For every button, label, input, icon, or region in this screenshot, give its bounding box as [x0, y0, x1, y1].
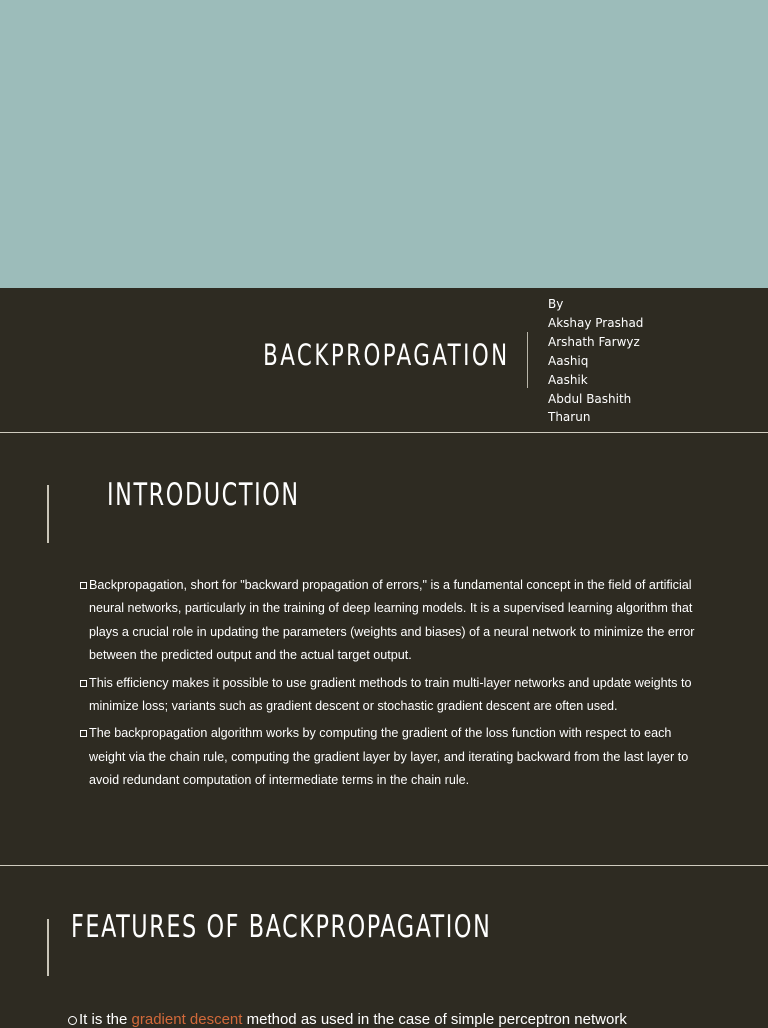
square-bullet-icon: [80, 730, 87, 737]
bullet-text: The backpropagation algorithm works by computing the gradient of the loss function with respect to each weight via the chain rule, computing the gradient layer by layer, and iterating backward from the last layer to avoid redundant computation of intermediate terms in the chain rule.: [89, 726, 689, 788]
circle-bullet-icon: [68, 1016, 77, 1025]
features-heading: FEATURES OF BACKPROPAGATION: [71, 909, 492, 945]
feature-line: [68, 1011, 627, 1028]
square-bullet-icon: [80, 680, 87, 687]
introduction-heading: INTRODUCTION: [107, 477, 300, 513]
bullet-text: This efficiency makes it possible to use gradient methods to train multi-layer networks and update weights to minimize loss; variants such as gradient descent or stochastic gradient descent are often used.: [89, 675, 692, 714]
heading-accent-bar: [47, 919, 49, 976]
author-name: Tharun: [548, 410, 591, 425]
author-name: Arshath Farwyz: [548, 334, 640, 349]
author-name: Aashik: [548, 372, 588, 387]
author-name: Aashiq: [548, 353, 589, 368]
author-name: Akshay Prashad: [548, 315, 644, 330]
features-slide: [0, 866, 768, 1028]
feature-line-highlight: gradient descent: [131, 1011, 243, 1028]
bullet-item: [80, 574, 706, 668]
author-list: [548, 295, 643, 427]
introduction-bullets: [80, 574, 706, 797]
bullet-item: [80, 722, 706, 792]
title-slide: [0, 288, 768, 432]
bullet-text: Backpropagation, short for "backward propagation of errors," is a fundamental concept in the field of artificial neural networks, particularly in the training of deep learning models. It is a supervised learning algorithm that plays a crucial role in updating the parameters (weights and biases) of a neural network to minimize the error between the predicted output and the actual target output.: [89, 578, 695, 663]
top-band: [0, 0, 768, 288]
feature-line-suffix: method as used in the case of simple perceptron network: [242, 1011, 627, 1028]
bullet-item: [80, 672, 706, 719]
square-bullet-icon: [80, 582, 87, 589]
title-divider: [527, 332, 528, 388]
heading-accent-bar: [47, 485, 49, 543]
author-name: Abdul Bashith: [548, 391, 632, 406]
introduction-slide: [0, 433, 768, 865]
feature-line-prefix: It is the: [79, 1011, 132, 1028]
slide-title: BACKPROPAGATION: [263, 338, 510, 372]
author-by: By: [548, 297, 564, 311]
